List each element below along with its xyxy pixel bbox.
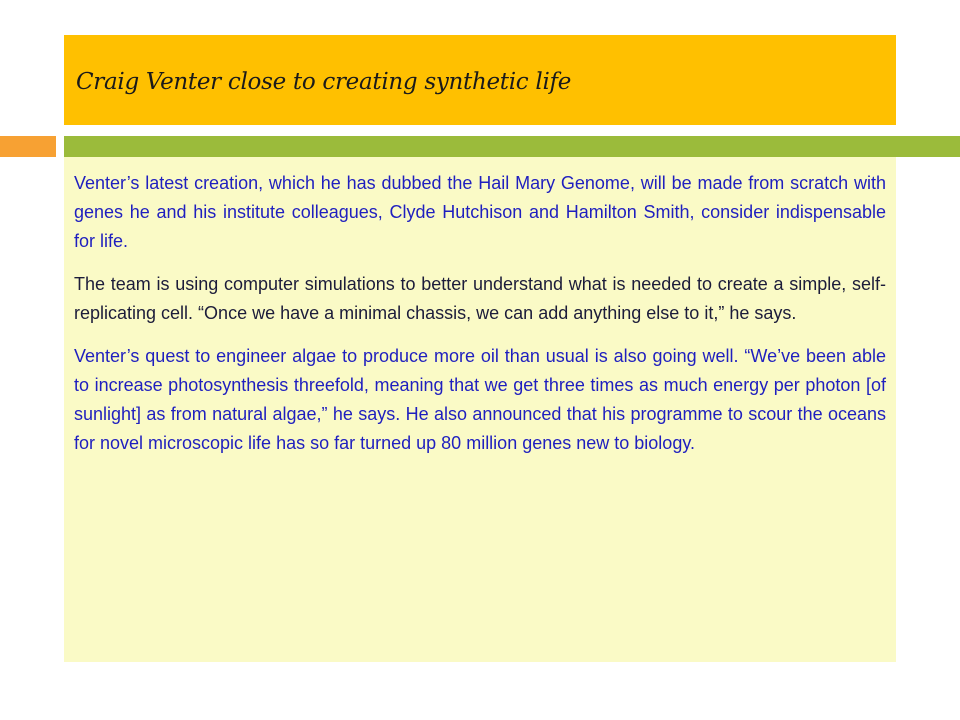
title-bar <box>64 35 896 125</box>
paragraph-algae-quest: Venter’s quest to engineer algae to produce more oil than usual is also going well. “We’ve been able to increase photosynthesis threefold, meaning that we get three times as much energy per photon [of sunlight] as from natural algae,” he says. He also announced that his programme to scour the oceans for novel microscopic life has so far turned up 80 million genes new to biology. <box>74 346 886 453</box>
paragraph-computer-simulations: The team is using computer simulations to better understand what is needed to create a simple, self-replicating cell. “Once we have a minimal chassis, we can add anything else to it,” he says. <box>74 274 886 323</box>
paragraph-hail-mary-genome: Venter’s latest creation, which he has dubbed the Hail Mary Genome, will be made from scratch with genes he and his institute colleagues, Clyde Hutchison and Hamilton Smith, consider indispensable for life. <box>74 173 886 251</box>
content-box <box>64 157 896 662</box>
accent-bar-green <box>64 136 960 157</box>
slide-title: Craig Venter close to creating synthetic life <box>76 69 572 95</box>
accent-bar-orange <box>0 136 56 157</box>
